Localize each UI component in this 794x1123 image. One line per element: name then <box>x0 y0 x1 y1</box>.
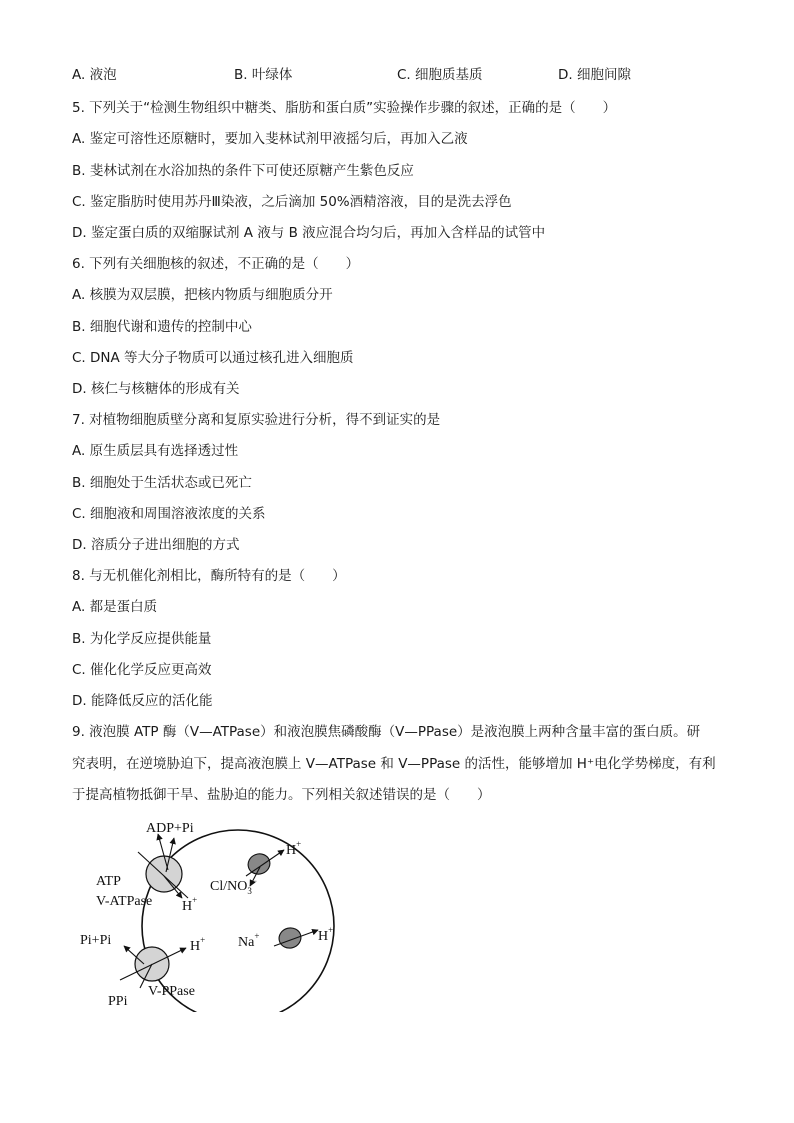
h-ion-atpase-text: H <box>182 899 193 914</box>
na-text: Na <box>238 935 255 950</box>
h-ion-top-text: H <box>286 843 297 858</box>
q7-option-b: B. 细胞处于生活状态或已死亡 <box>72 475 252 491</box>
q4-option-d: D. 细胞间隙 <box>558 67 631 83</box>
q8-option-b: B. 为化学反应提供能量 <box>72 631 212 647</box>
q9-stem-line-3: 于提高植物抵御干旱、盐胁迫的能力。下列相关叙述错误的是（ ） <box>72 787 491 803</box>
h-ion-ppase-text: H <box>190 939 201 954</box>
no3-subscript: 3 <box>247 886 252 896</box>
q6-option-c: C. DNA 等大分子物质可以通过核孔进入细胞质 <box>72 350 354 366</box>
h-ion-right-text: H <box>318 929 329 944</box>
h-ion-ppase-label <box>190 935 205 954</box>
h-ion-right-label <box>318 925 333 944</box>
h-ion-top-charge: + <box>296 839 302 849</box>
q5-stem: 5. 下列关于“检测生物组织中糖类、脂肪和蛋白质”实验操作步骤的叙述，正确的是（ ） <box>72 100 617 116</box>
no3-text: NO <box>227 879 248 894</box>
q4-option-a: A. 液泡 <box>72 67 117 83</box>
pi-pi-label: Pi+Pi <box>80 933 112 948</box>
q8-option-d: D. 能降低反应的活化能 <box>72 693 213 709</box>
q5-option-c: C. 鉴定脂肪时使用苏丹Ⅲ染液，之后滴加 50%酒精溶液，目的是洗去浮色 <box>72 194 512 210</box>
q5-option-a: A. 鉴定可溶性还原糖时，要加入斐林试剂甲液摇匀后，再加入乙液 <box>72 131 468 147</box>
q7-option-c: C. 细胞液和周围溶液浓度的关系 <box>72 506 266 522</box>
cl-text: Cl <box>210 879 224 894</box>
na-h-antiporter <box>274 925 318 950</box>
v-atpase-protein <box>138 834 188 898</box>
q6-option-b: B. 细胞代谢和遗传的控制中心 <box>72 319 252 335</box>
v-ppase-label: V-PPase <box>148 984 195 999</box>
h-ion-atpase-charge: + <box>192 895 198 905</box>
q6-stem: 6. 下列有关细胞核的叙述，不正确的是（ ） <box>72 256 360 272</box>
q8-option-c: C. 催化化学反应更高效 <box>72 662 212 678</box>
atp-label: ATP <box>96 874 121 889</box>
h-ion-right-charge: + <box>328 925 334 935</box>
q7-option-a: A. 原生质层具有选择透过性 <box>72 443 239 459</box>
q4-option-c: C. 细胞质基质 <box>397 67 483 83</box>
v-ppase-protein <box>120 946 186 988</box>
adp-pi-label: ADP+Pi <box>146 821 194 836</box>
q6-option-d: D. 核仁与核糖体的形成有关 <box>72 381 240 397</box>
v-atpase-label: V-ATPase <box>96 894 153 909</box>
h-ion-ppase-charge: + <box>200 935 206 945</box>
h-ion-atpase-label <box>182 895 197 914</box>
q9-stem-line-2: 究表明，在逆境胁迫下，提高液泡膜上 V—ATPase 和 V—PPase 的活性，能够增加 H⁺电化学势梯度，有利 <box>72 756 716 772</box>
na-charge: + <box>254 931 260 941</box>
q8-option-a: A. 都是蛋白质 <box>72 599 158 615</box>
ppi-label: PPi <box>108 994 128 1009</box>
q4-option-b: B. 叶绿体 <box>234 67 293 83</box>
cl-no3-label: $Cl/NO_3^-$ <box>210 876 257 896</box>
q5-option-b: B. 斐林试剂在水浴加热的条件下可使还原糖产生紫色反应 <box>72 163 414 179</box>
q7-stem: 7. 对植物细胞质壁分离和复原实验进行分析，得不到证实的是 <box>72 412 441 428</box>
h-ion-top-label <box>286 839 301 858</box>
q7-option-d: D. 溶质分子进出细胞的方式 <box>72 537 240 553</box>
na-ion-label <box>238 931 259 950</box>
no3-superscript: − <box>251 876 257 886</box>
q5-option-d: D. 鉴定蛋白质的双缩脲试剂 A 液与 B 液应混合均匀后，再加入含样品的试管中 <box>72 225 546 241</box>
vacuole-membrane-diagram <box>78 812 358 1012</box>
q6-option-a: A. 核膜为双层膜，把核内物质与细胞质分开 <box>72 287 333 303</box>
q9-stem-line-1: 9. 液泡膜 ATP 酶（V—ATPase）和液泡膜焦磷酸酶（V—PPase）是液泡膜上两种含量丰富的蛋白质。研 <box>72 724 701 740</box>
q8-stem: 8. 与无机催化剂相比，酶所特有的是（ ） <box>72 568 346 584</box>
